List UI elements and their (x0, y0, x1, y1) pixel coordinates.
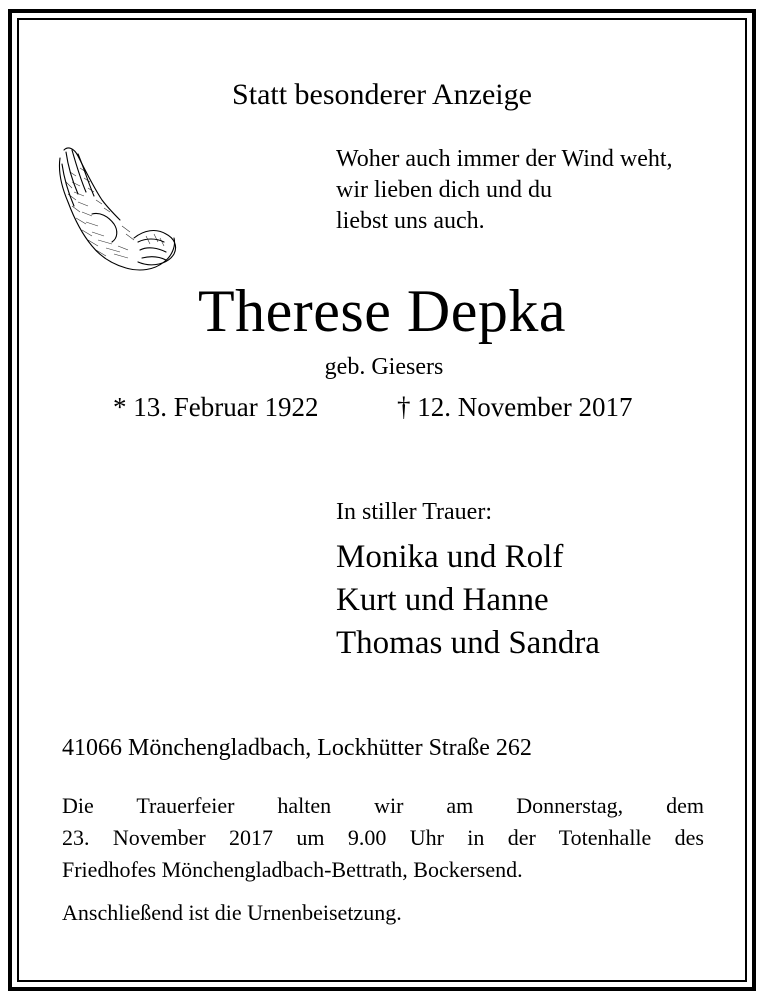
praying-hands-icon (56, 142, 180, 282)
birth-date: * 13. Februar 1922 (113, 392, 319, 422)
verse-line: Woher auch immer der Wind weht, (336, 146, 673, 172)
maiden-name: geb. Giesers (324, 354, 444, 380)
mourning-heading: In stiller Trauer: (336, 499, 492, 525)
funeral-details (62, 790, 704, 886)
address: 41066 Mönchengladbach, Lockhütter Straße 262 (62, 735, 532, 761)
funeral-line: 23. November 2017 um 9.00 Uhr in der Totenhalle des (62, 825, 704, 850)
interment-note: Anschließend ist die Urnenbeisetzung. (62, 900, 402, 925)
verse-line: wir lieben dich und du (336, 177, 552, 203)
mourner-name: Thomas und Sandra (336, 625, 600, 661)
funeral-line: Die Trauerfeier halten wir am Donnerstag, dem (62, 793, 704, 818)
mourner-name: Monika und Rolf (336, 539, 564, 575)
death-date: † 12. November 2017 (397, 392, 633, 422)
verse-line: liebst uns auch. (336, 208, 485, 234)
mourner-name: Kurt und Hanne (336, 582, 549, 618)
announcement-header: Statt besonderer Anzeige (232, 78, 532, 111)
funeral-line: Friedhofes Mönchengladbach-Bettrath, Bockersend. (62, 857, 523, 882)
deceased-name: Therese Depka (198, 278, 566, 344)
